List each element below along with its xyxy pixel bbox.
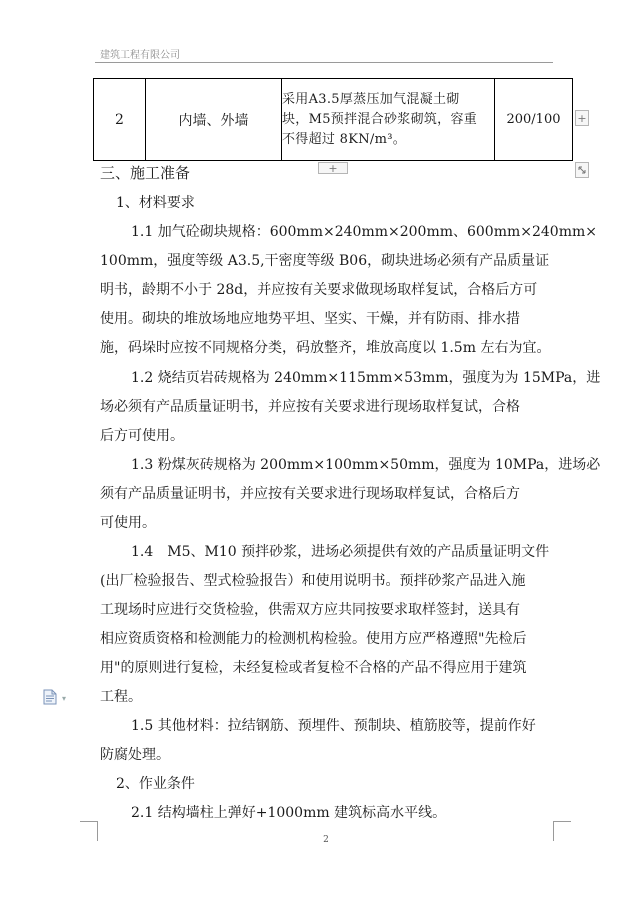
paragraph-line: 防腐处理。	[100, 747, 170, 763]
paragraph-line: 相应资质资格和检测能力的检测机构检验。使用方应严格遵照"先检后	[100, 631, 527, 647]
paragraph-line: 可使用。	[100, 515, 156, 531]
paragraph-line: 使用。砌块的堆放场地应地势平坦、坚实、干燥，并有防雨、排水措	[100, 311, 520, 327]
paragraph-line: 1.3 粉煤灰砖规格为 200mm×100mm×50mm，强度为 10MPa，进场必	[131, 457, 601, 473]
paragraph-line: 工现场时应进行交货检验，供需双方应共同按要求取样签封，送具有	[100, 602, 520, 618]
paragraph-line: 工程。	[100, 689, 142, 705]
table-row	[94, 79, 573, 161]
paragraph-line: 施，码垛时应按不同规格分类，码放整齐，堆放高度以 1.5m 左右为宜。	[100, 340, 551, 356]
chevron-down-icon[interactable]: ▾	[62, 694, 67, 703]
crop-mark	[553, 821, 554, 841]
section-heading: 三、施工准备	[100, 164, 191, 182]
paragraph-line: 1.4 M5、M10 预拌砂浆，进场必须提供有效的产品质量证明文件	[131, 544, 550, 560]
description-line: 采用A3.5厚蒸压加气混凝土砌	[282, 91, 460, 107]
subsection-heading: 2、作业条件	[116, 776, 195, 792]
document-icon[interactable]	[43, 689, 57, 709]
cell-location[interactable]: 内墙、外墙	[146, 79, 282, 161]
paragraph-line: 后方可使用。	[100, 428, 184, 444]
paragraph-line: 100mm，强度等级 A3.5,干密度等级 B06，砌块进场必须有产品质量证	[100, 253, 550, 269]
spec-table	[93, 78, 573, 161]
crop-mark	[80, 821, 98, 822]
resize-icon[interactable]	[575, 162, 589, 178]
page-number: 2	[323, 835, 329, 845]
paragraph-line: 须有产品质量证明书，并应按有关要求进行现场取样复试，合格后方	[100, 486, 520, 502]
paragraph-line: 1.1 加气砼砌块规格：600mm×240mm×200mm、600mm×240mm×	[131, 224, 597, 240]
paragraph-line: 场必须有产品质量证明书，并应按有关要求进行现场取样复试，合格	[100, 399, 520, 415]
paragraph-line: 1.5 其他材料：拉结钢筋、预埋件、预制块、植筋胶等，提前作好	[131, 718, 536, 734]
paragraph-line: 2.1 结构墙柱上弹好+1000mm 建筑标高水平线。	[131, 805, 447, 821]
subsection-heading: 1、材料要求	[116, 195, 195, 211]
header-company: 建筑工程有限公司	[100, 50, 180, 61]
paragraph-line: 用"的原则进行复检，未经复检或者复检不合格的产品不得应用于建筑	[100, 660, 527, 676]
add-column-button[interactable]: +	[575, 110, 589, 126]
paragraph-line: 明书，龄期不小于 28d，并应按有关要求做现场取样复试，合格后方可	[100, 282, 538, 298]
add-row-button[interactable]: +	[318, 162, 348, 174]
cell-description[interactable]	[282, 79, 495, 161]
crop-mark	[97, 821, 98, 841]
cell-value[interactable]: 200/100	[495, 79, 573, 161]
paragraph-line: 1.2 烧结页岩砖规格为 240mm×115mm×53mm，强度为为 15MPa，进	[131, 370, 601, 386]
description-line: 块，M5预拌混合砂浆砌筑，容重	[282, 111, 478, 127]
paragraph-line: (出厂检验报告、型式检验报告）和使用说明书。预拌砂浆产品进入施	[100, 573, 526, 589]
cell-number[interactable]: 2	[94, 79, 146, 161]
description-line: 不得超过 8KN/m³。	[282, 131, 407, 147]
header-rule	[95, 62, 553, 63]
